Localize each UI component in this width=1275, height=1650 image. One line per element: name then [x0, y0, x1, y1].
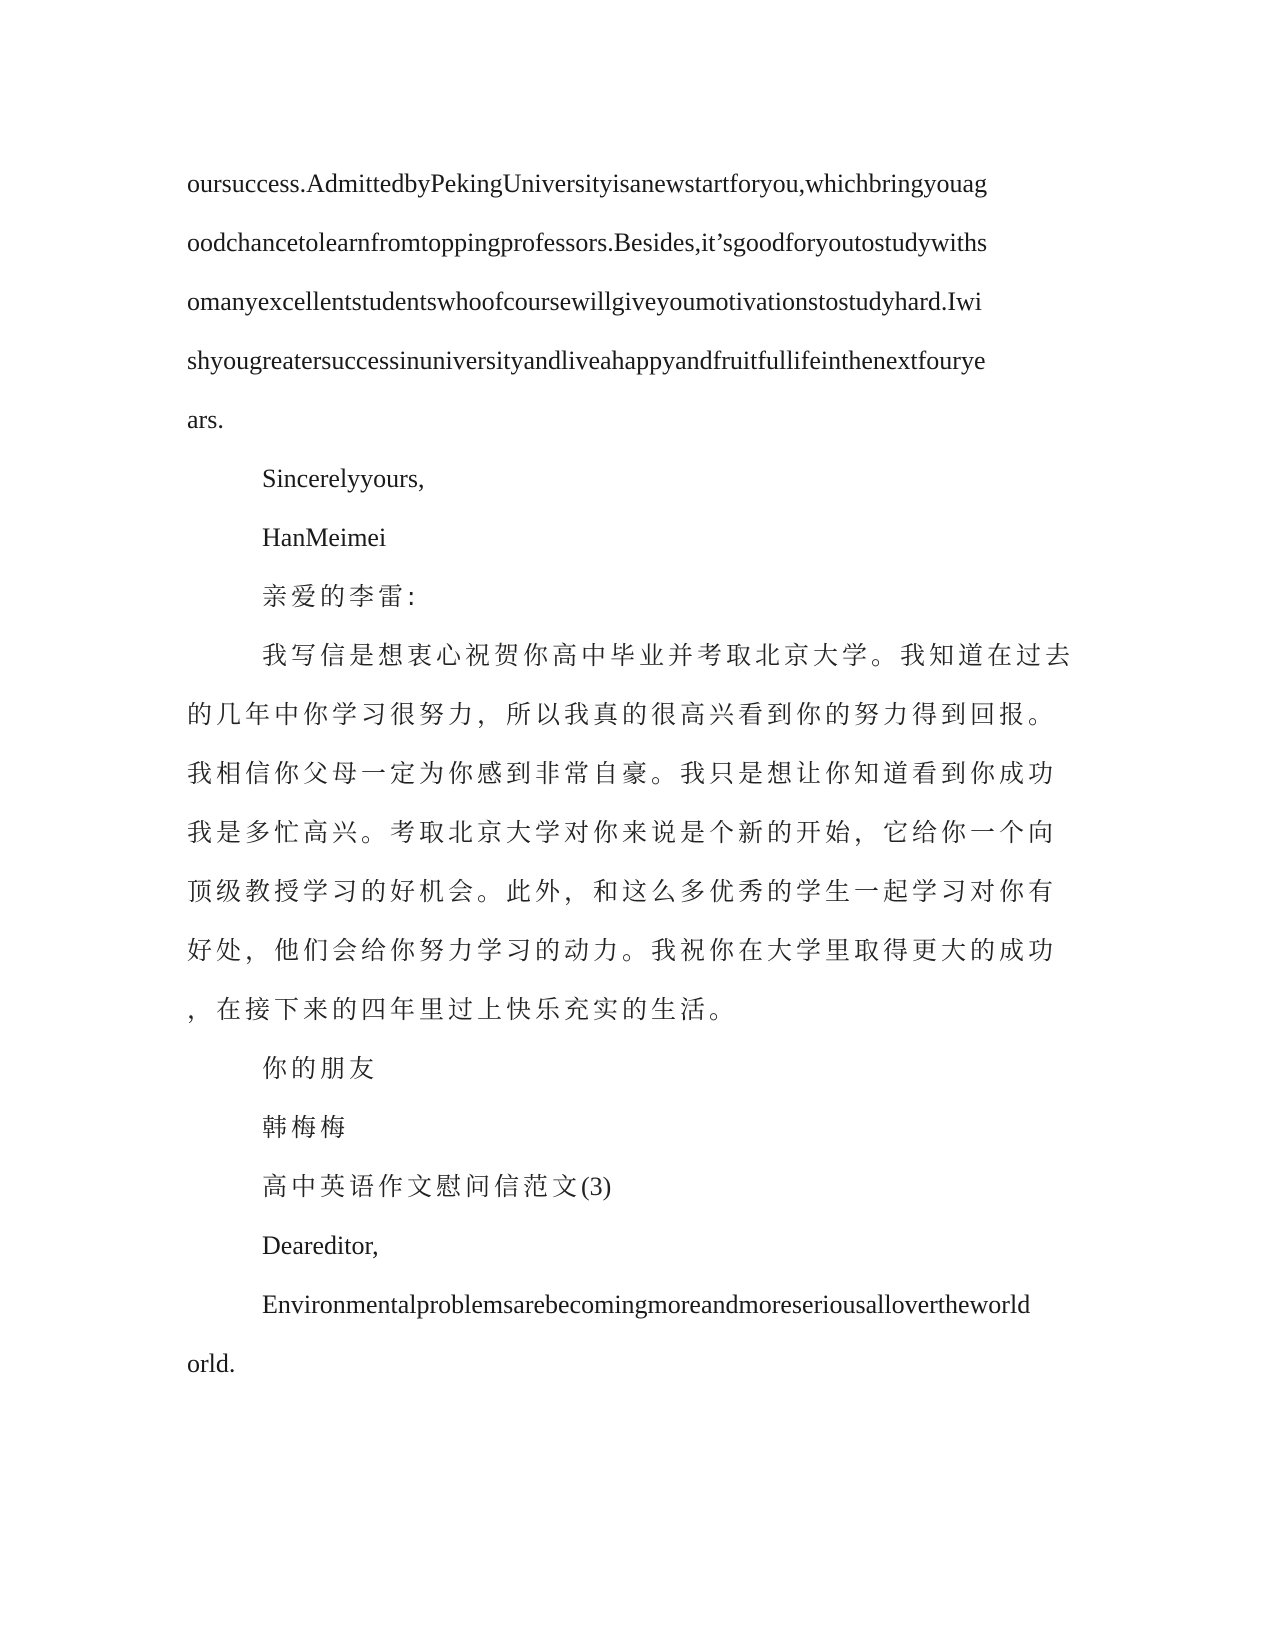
- chinese-paragraph-line-4: 我是多忙高兴。考取北京大学对你来说是个新的开始，它给你一个向: [187, 818, 1058, 847]
- english-paragraph-line-1: oursuccess.AdmittedbyPekingUniversityisanewstartforyou,whichbringyouag: [187, 169, 988, 198]
- chinese-paragraph-line-7: ，在接下来的四年里过上快乐充实的生活。: [187, 995, 739, 1024]
- section-heading-text: 高中英语作文慰问信范文: [262, 1172, 582, 1201]
- chinese-paragraph-line-6: 好处，他们会给你努力学习的动力。我祝你在大学里取得更大的成功: [187, 936, 1058, 965]
- section-heading-number: (3): [581, 1172, 612, 1201]
- chinese-paragraph-line-3: 我相信你父母一定为你感到非常自豪。我只是想让你知道看到你成功: [187, 759, 1058, 788]
- english-paragraph-line-4: shyougreatersuccessinuniversityandliveahappyandfruitfullifeinthenextfourye: [187, 346, 986, 375]
- english-salutation: Deareditor,: [262, 1231, 379, 1260]
- section-heading: [262, 1170, 1162, 1204]
- environment-line-2: orld.: [187, 1349, 236, 1378]
- chinese-paragraph-line-2: 的几年中你学习很努力，所以我真的很高兴看到你的努力得到回报。: [187, 700, 1058, 729]
- chinese-salutation: 亲爱的李雷:: [262, 582, 420, 611]
- chinese-signature: 韩梅梅: [262, 1113, 350, 1142]
- english-paragraph-line-3: omanyexcellentstudentswhoofcoursewillgiveyoumotivationstostudyhard.Iwi: [187, 287, 983, 316]
- chinese-closing: 你的朋友: [262, 1054, 379, 1083]
- environment-line-1: Environmentalproblemsarebecomingmoreandmoreseriousallovertheworld: [262, 1290, 1031, 1319]
- english-paragraph-line-5: ars.: [187, 405, 224, 434]
- chinese-paragraph-line-1: 我写信是想衷心祝贺你高中毕业并考取北京大学。我知道在过去: [262, 641, 1075, 670]
- signature-line: HanMeimei: [262, 523, 387, 552]
- english-paragraph-line-2: oodchancetolearnfromtoppingprofessors.Besides,it’sgoodforyoutostudywiths: [187, 228, 988, 257]
- chinese-paragraph-line-5: 顶级教授学习的好机会。此外，和这么多优秀的学生一起学习对你有: [187, 877, 1058, 906]
- closing-line: Sincerelyyours,: [262, 464, 425, 493]
